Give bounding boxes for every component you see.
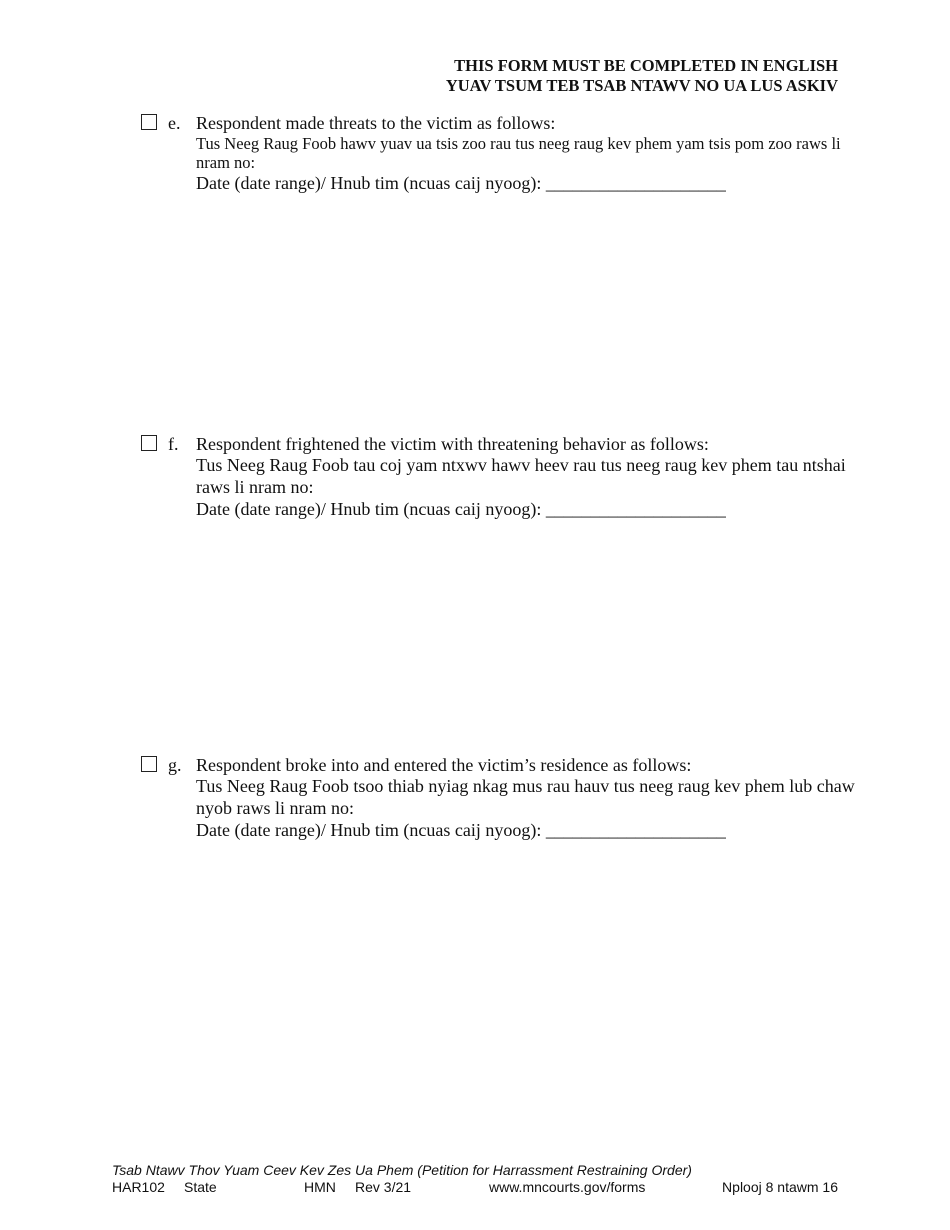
- item-hmong-text: Tus Neeg Raug Foob tau coj yam ntxwv hawv heev rau tus neeg raug kev phem tau ntshai raws li nram no:: [196, 455, 846, 497]
- form-language-notice: [446, 56, 838, 96]
- checkbox-e[interactable]: [141, 114, 157, 130]
- item-english-text: Respondent broke into and entered the victim’s residence as follows:: [196, 755, 692, 775]
- footer-language: HMN: [304, 1179, 336, 1195]
- checkbox-f[interactable]: [141, 435, 157, 451]
- notice-hmong: YUAV TSUM TEB TSAB NTAWV NO UA LUS ASKIV: [445, 76, 838, 95]
- item-english-text: Respondent frightened the victim with threatening behavior as follows:: [196, 434, 709, 454]
- item-letter: g.: [168, 755, 182, 775]
- footer-revision: Rev 3/21: [355, 1179, 412, 1195]
- footer-form-title: Tsab Ntawv Thov Yuam Ceev Kev Zes Ua Phem (Petition for Harrassment Restraining Order): [112, 1162, 692, 1178]
- item-hmong-text: Tus Neeg Raug Foob hawv yuav ua tsis zoo rau tus neeg raug kev phem yam tsis pom zoo raws li nram no:: [196, 134, 841, 172]
- item-english-text: Respondent made threats to the victim as follows:: [196, 113, 556, 133]
- footer-jurisdiction: State: [184, 1179, 217, 1195]
- page-footer: [112, 1162, 838, 1196]
- date-range-field[interactable]: Date (date range)/ Hnub tim (ncuas caij nyoog): ____________________: [196, 820, 726, 840]
- item-letter: e.: [168, 113, 181, 133]
- item-hmong-text: Tus Neeg Raug Foob tsoo thiab nyiag nkag mus rau hauv tus neeg raug kev phem lub chaw nyob raws li nram no:: [196, 776, 855, 818]
- footer-form-code: HAR102: [112, 1179, 165, 1195]
- checkbox-g[interactable]: [141, 756, 157, 772]
- date-range-field[interactable]: Date (date range)/ Hnub tim (ncuas caij nyoog): ____________________: [196, 499, 726, 519]
- item-letter: f.: [168, 434, 179, 454]
- footer-page-number: Nplooj 8 ntawm 16: [722, 1179, 838, 1195]
- footer-website[interactable]: www.mncourts.gov/forms: [489, 1179, 646, 1195]
- notice-english: THIS FORM MUST BE COMPLETED IN ENGLISH: [454, 56, 838, 75]
- date-range-field[interactable]: Date (date range)/ Hnub tim (ncuas caij nyoog): ____________________: [196, 173, 726, 193]
